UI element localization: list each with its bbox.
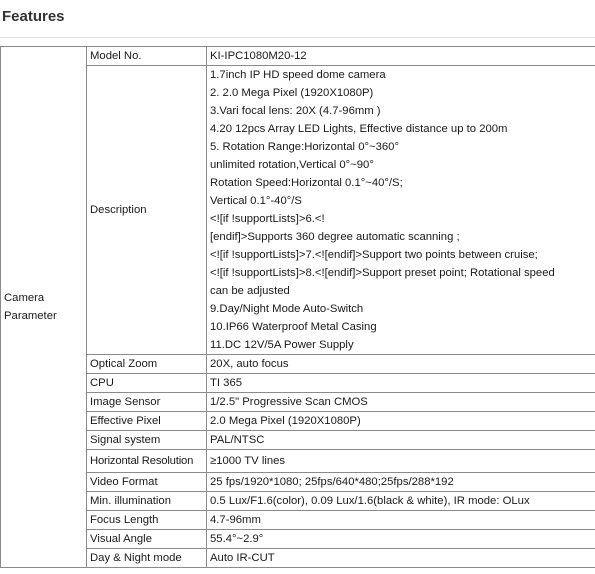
table-row xyxy=(1,355,595,374)
row-value: PAL/NTSC xyxy=(207,431,595,450)
row-value: Auto IR-CUT xyxy=(207,549,595,568)
description-line: 9.Day/Night Mode Auto-Switch xyxy=(210,303,364,315)
row-value: 55.4°~2.9° xyxy=(207,530,595,549)
row-value: 1/2.5" Progressive Scan CMOS xyxy=(207,393,595,412)
description-line: 5. Rotation Range:Horizontal 0°~360° xyxy=(210,141,399,153)
row-value: 0.5 Lux/F1.6(color), 0.09 Lux/1.6(black & white), IR mode: OLux xyxy=(207,492,595,511)
row-value: ≥1000 TV lines xyxy=(207,450,595,473)
description-cell xyxy=(207,66,595,355)
row-label: Signal system xyxy=(87,431,207,450)
row-label: Focus Length xyxy=(87,511,207,530)
row-value: 4.7-96mm xyxy=(207,511,595,530)
category-label: Camera xyxy=(4,292,45,304)
row-label: Model No. xyxy=(87,47,207,66)
row-value: 2.0 Mega Pixel (1920X1080P) xyxy=(207,412,595,431)
row-label: Effective Pixel xyxy=(87,412,207,431)
row-label: Visual Angle xyxy=(87,530,207,549)
table-row xyxy=(1,450,595,473)
row-label: Optical Zoom xyxy=(87,355,207,374)
table-row xyxy=(1,412,595,431)
row-value: TI 365 xyxy=(207,374,595,393)
table-row xyxy=(1,473,595,492)
description-line: <![if !supportLists]>8.<![endif]>Support preset point; Rotational speed xyxy=(210,267,555,279)
row-label: Description xyxy=(87,66,207,355)
table-row xyxy=(1,66,595,355)
category-cell xyxy=(1,47,87,568)
table-row xyxy=(1,47,595,66)
row-label: CPU xyxy=(87,374,207,393)
description-line: can be adjusted xyxy=(210,285,290,297)
description-line: 11.DC 12V/5A Power Supply xyxy=(210,339,354,351)
table-row xyxy=(1,393,595,412)
description-line: 2. 2.0 Mega Pixel (1920X1080P) xyxy=(210,87,374,99)
table-row xyxy=(1,374,595,393)
spec-table xyxy=(0,46,595,568)
description-line: <![if !supportLists]>6.<! xyxy=(210,213,325,225)
category-label: Parameter xyxy=(4,310,57,322)
table-row xyxy=(1,549,595,568)
description-line: 4.20 12pcs Array LED Lights, Effective distance up to 200m xyxy=(210,123,508,135)
description-line: 3.Vari focal lens: 20X (4.7-96mm ) xyxy=(210,105,381,117)
row-label: Min. illumination xyxy=(87,492,207,511)
row-value: 20X, auto focus xyxy=(207,355,595,374)
table-row xyxy=(1,492,595,511)
row-label: Image Sensor xyxy=(87,393,207,412)
row-label: Horizontal Resolution xyxy=(87,450,207,473)
table-row xyxy=(1,511,595,530)
table-row xyxy=(1,431,595,450)
description-line: 10.IP66 Waterproof Metal Casing xyxy=(210,321,377,333)
title-divider xyxy=(0,37,595,38)
description-line: Rotation Speed:Horizontal 0.1°~40°/S; xyxy=(210,177,403,189)
table-row xyxy=(1,530,595,549)
description-line: [endif]>Supports 360 degree automatic scanning ; xyxy=(210,231,460,243)
row-value: 25 fps/1920*1080; 25fps/640*480;25fps/288*192 xyxy=(207,473,595,492)
row-value: KI-IPC1080M20-12 xyxy=(207,47,595,66)
row-label: Video Format xyxy=(87,473,207,492)
description-line: <![if !supportLists]>7.<![endif]>Support two points between cruise; xyxy=(210,249,538,261)
description-line: 1.7inch IP HD speed dome camera xyxy=(210,69,386,81)
description-line: unlimited rotation,Vertical 0°~90° xyxy=(210,159,374,171)
page-title: Features xyxy=(2,8,65,25)
row-label: Day & Night mode xyxy=(87,549,207,568)
description-line: Vertical 0.1°-40°/S xyxy=(210,195,302,207)
